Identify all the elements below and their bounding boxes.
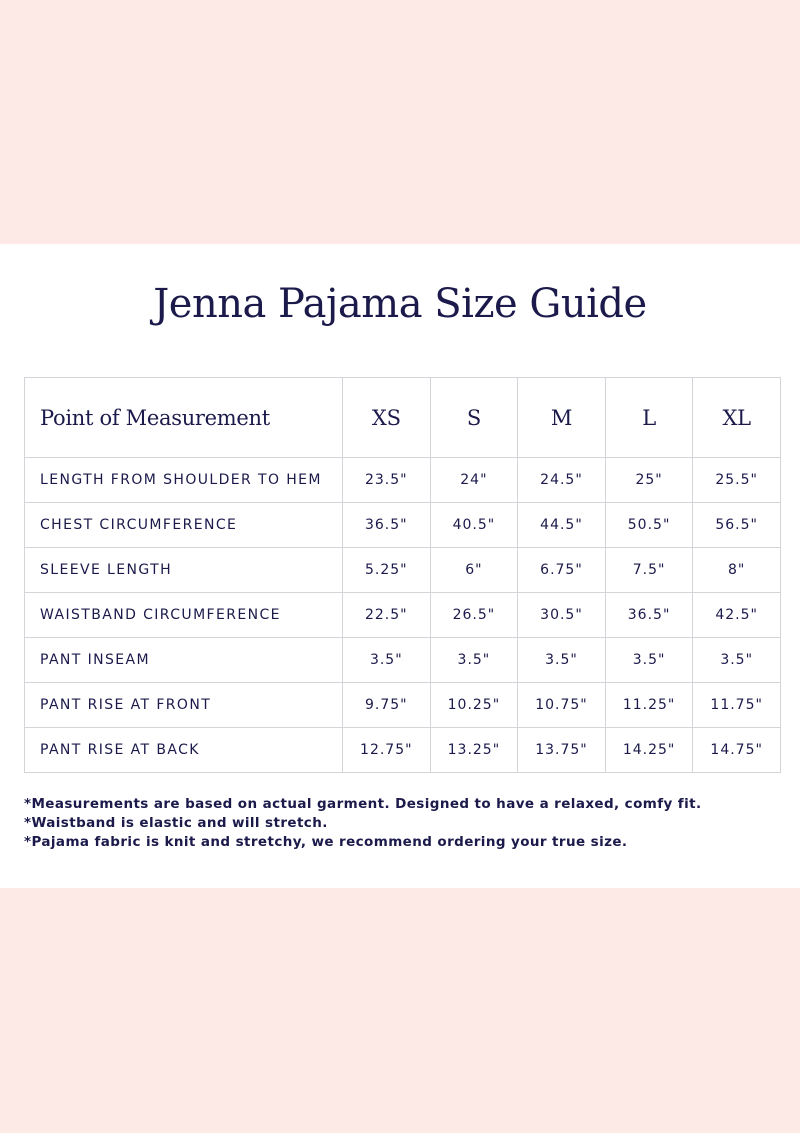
measurement-cell: 12.75" [343, 728, 431, 773]
measurement-cell: 36.5" [343, 503, 431, 548]
measurement-cell: 14.75" [693, 728, 781, 773]
measurement-cell: 3.5" [518, 638, 606, 683]
measurement-cell: 14.25" [605, 728, 693, 773]
column-header-size: L [605, 378, 693, 458]
column-header-size: XL [693, 378, 781, 458]
measurement-cell: 9.75" [343, 683, 431, 728]
measurement-cell: 6.75" [518, 548, 606, 593]
page-title: Jenna Pajama Size Guide [153, 281, 647, 327]
column-header-size: M [518, 378, 606, 458]
measurement-cell: 42.5" [693, 593, 781, 638]
measurement-cell: 5.25" [343, 548, 431, 593]
table-row [25, 683, 781, 728]
footnote: *Pajama fabric is knit and stretchy, we recommend ordering your true size. [24, 834, 628, 850]
footnote: *Measurements are based on actual garment. Designed to have a relaxed, comfy fit. [24, 796, 702, 812]
measurement-cell: 25" [605, 458, 693, 503]
row-label: WAISTBAND CIRCUMFERENCE [25, 593, 343, 638]
measurement-cell: 24" [430, 458, 518, 503]
row-label: PANT INSEAM [25, 638, 343, 683]
measurement-cell: 44.5" [518, 503, 606, 548]
measurement-cell: 24.5" [518, 458, 606, 503]
measurement-cell: 25.5" [693, 458, 781, 503]
bottom-pink-band [0, 888, 800, 1133]
measurement-cell: 23.5" [343, 458, 431, 503]
measurement-cell: 11.25" [605, 683, 693, 728]
measurement-cell: 13.75" [518, 728, 606, 773]
row-label: SLEEVE LENGTH [25, 548, 343, 593]
measurement-cell: 3.5" [343, 638, 431, 683]
measurement-cell: 50.5" [605, 503, 693, 548]
row-label: CHEST CIRCUMFERENCE [25, 503, 343, 548]
measurement-cell: 26.5" [430, 593, 518, 638]
measurement-cell: 11.75" [693, 683, 781, 728]
row-label: LENGTH FROM SHOULDER TO HEM [25, 458, 343, 503]
row-label: PANT RISE AT FRONT [25, 683, 343, 728]
measurement-cell: 3.5" [430, 638, 518, 683]
table-body [25, 458, 781, 773]
measurement-cell: 3.5" [605, 638, 693, 683]
measurement-cell: 6" [430, 548, 518, 593]
table-row [25, 548, 781, 593]
table-row [25, 593, 781, 638]
row-label: PANT RISE AT BACK [25, 728, 343, 773]
table-row [25, 503, 781, 548]
measurement-cell: 40.5" [430, 503, 518, 548]
footnote: *Waistband is elastic and will stretch. [24, 815, 328, 831]
measurement-cell: 22.5" [343, 593, 431, 638]
measurement-cell: 13.25" [430, 728, 518, 773]
measurement-cell: 56.5" [693, 503, 781, 548]
measurement-cell: 8" [693, 548, 781, 593]
measurement-cell: 3.5" [693, 638, 781, 683]
column-header-point-of-measurement: Point of Measurement [25, 378, 343, 458]
column-header-size: S [430, 378, 518, 458]
top-pink-band [0, 0, 800, 244]
footnotes [24, 795, 784, 852]
column-header-size: XS [343, 378, 431, 458]
measurement-cell: 36.5" [605, 593, 693, 638]
measurement-cell: 10.25" [430, 683, 518, 728]
size-guide-table [24, 377, 781, 773]
table-header-row [25, 378, 781, 458]
table-row [25, 728, 781, 773]
measurement-cell: 7.5" [605, 548, 693, 593]
table-row [25, 458, 781, 503]
measurement-cell: 10.75" [518, 683, 606, 728]
table-row [25, 638, 781, 683]
measurement-cell: 30.5" [518, 593, 606, 638]
